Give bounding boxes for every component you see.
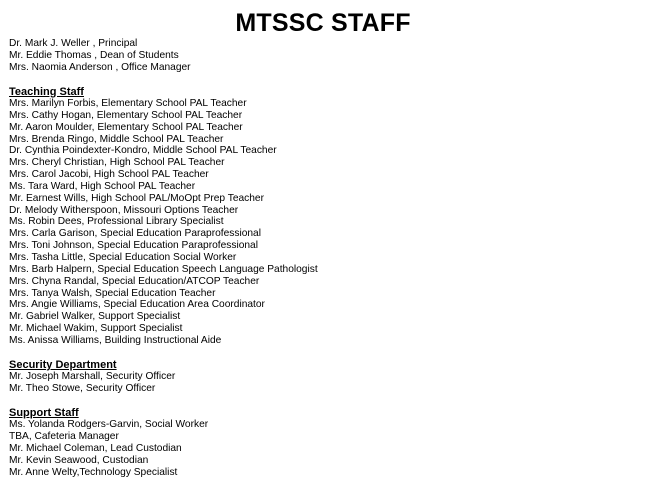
teaching-line: Mrs. Brenda Ringo, Middle School PAL Teacher bbox=[9, 133, 224, 145]
security-line: Mr. Theo Stowe, Security Officer bbox=[9, 383, 156, 395]
teaching-line: Mrs. Tanya Walsh, Special Education Teacher bbox=[9, 287, 216, 299]
teaching-line: Mrs. Cathy Hogan, Elementary School PAL Teacher bbox=[9, 109, 243, 121]
teaching-line: Mrs. Barb Halpern, Special Education Speech Language Pathologist bbox=[9, 263, 318, 275]
teaching-line: Mrs. Toni Johnson, Special Education Paraprofessional bbox=[9, 240, 258, 252]
support-heading: Support Staff bbox=[9, 406, 79, 419]
teaching-line: Mrs. Chyna Randal, Special Education/ATCOP Teacher bbox=[9, 275, 260, 287]
support-line: Mr. Michael Coleman, Lead Custodian bbox=[9, 443, 182, 455]
teaching-section bbox=[9, 86, 639, 347]
section-gap bbox=[9, 74, 639, 86]
admin-section bbox=[9, 38, 639, 74]
support-line: TBA, Cafeteria Manager bbox=[9, 431, 119, 443]
section-gap bbox=[9, 395, 639, 407]
teaching-line: Mrs. Tasha Little, Special Education Social Worker bbox=[9, 252, 237, 263]
section-gap bbox=[9, 347, 639, 359]
security-heading: Security Department bbox=[9, 358, 117, 371]
teaching-line: Mr. Gabriel Walker, Support Specialist bbox=[9, 311, 181, 323]
support-line: Mr. Anne Welty,Technology Specialist bbox=[9, 466, 178, 478]
teaching-heading: Teaching Staff bbox=[9, 85, 84, 98]
support-line: Ms. Yolanda Rodgers-Garvin, Social Worker bbox=[9, 419, 209, 431]
teaching-line: Dr. Melody Witherspoon, Missouri Options Teacher bbox=[9, 204, 239, 216]
support-line: Mr. Kevin Seawood, Custodian bbox=[9, 454, 149, 466]
teaching-line: Mrs. Carla Garison, Special Education Paraprofessional bbox=[9, 228, 261, 240]
admin-line: Mr. Eddie Thomas , Dean of Students bbox=[9, 49, 179, 61]
teaching-line: Mrs. Carol Jacobi, High School PAL Teacher bbox=[9, 169, 209, 181]
teaching-line: Ms. Anissa Williams, Building Instructional Aide bbox=[9, 334, 222, 346]
security-section bbox=[9, 359, 639, 395]
teaching-line: Ms. Robin Dees, Professional Library Specialist bbox=[9, 216, 224, 228]
teaching-line: Ms. Tara Ward, High School PAL Teacher bbox=[9, 180, 196, 192]
teaching-line: Mrs. Angie Williams, Special Education Area Coordinator bbox=[9, 299, 265, 311]
admin-line: Dr. Mark J. Weller , Principal bbox=[9, 38, 138, 49]
admin-line: Mrs. Naomia Anderson , Office Manager bbox=[9, 61, 191, 73]
staff-list bbox=[9, 38, 639, 479]
page-title: MTSSC STAFF bbox=[235, 9, 411, 37]
teaching-line: Mrs. Marilyn Forbis, Elementary School PAL Teacher bbox=[9, 98, 247, 110]
teaching-line: Mr. Earnest Wills, High School PAL/MoOpt Prep Teacher bbox=[9, 192, 264, 204]
teaching-line: Mrs. Cheryl Christian, High School PAL Teacher bbox=[9, 157, 225, 169]
support-section bbox=[9, 407, 639, 479]
security-line: Mr. Joseph Marshall, Security Officer bbox=[9, 371, 176, 383]
teaching-line: Dr. Cynthia Poindexter-Kondro, Middle School PAL Teacher bbox=[9, 145, 277, 157]
teaching-line: Mr. Michael Wakim, Support Specialist bbox=[9, 323, 183, 335]
teaching-line: Mr. Aaron Moulder, Elementary School PAL Teacher bbox=[9, 121, 243, 133]
